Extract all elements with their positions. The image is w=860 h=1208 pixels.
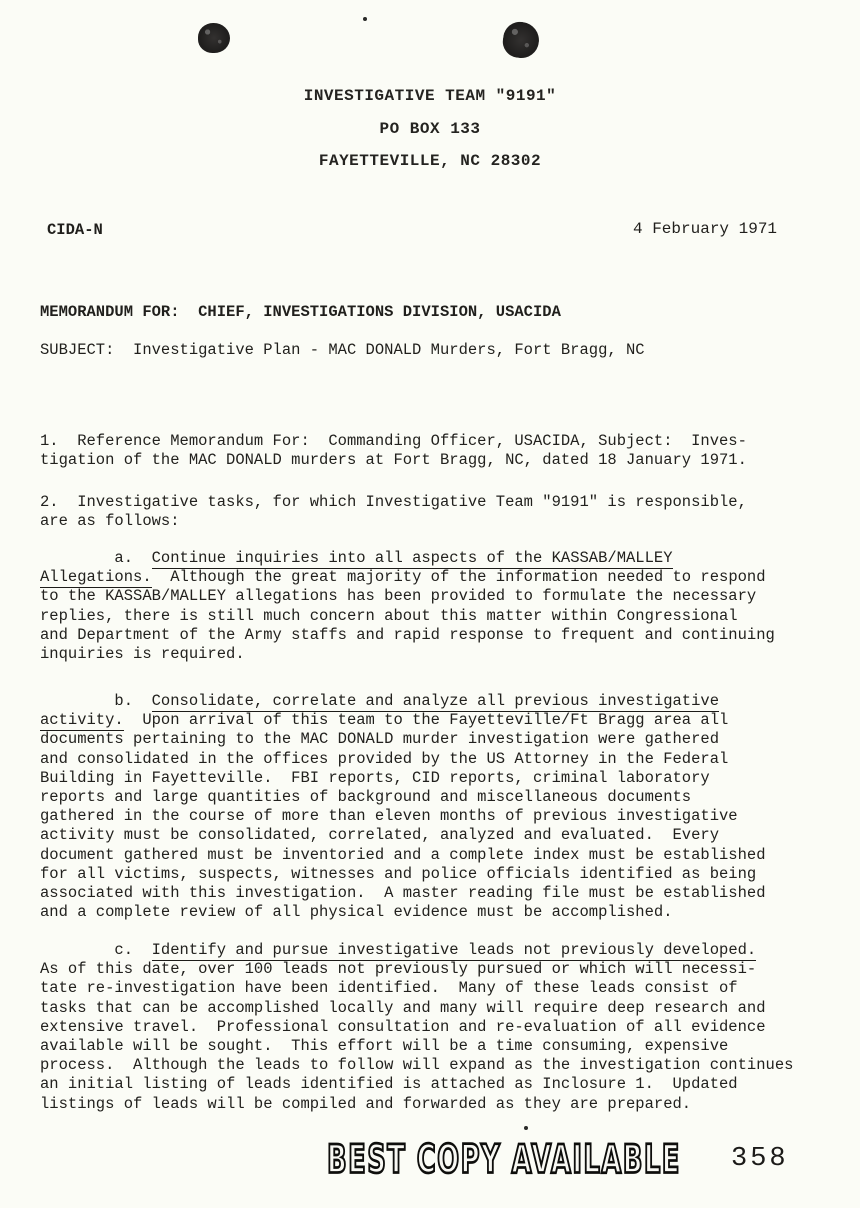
document-date: 4 February 1971 — [633, 220, 778, 238]
document-line: extensive travel. Professional consultation and re-evaluation of all evidence — [40, 1017, 766, 1036]
letterhead-city-state-zip: FAYETTEVILLE, NC 28302 — [318, 152, 542, 170]
document-line: activity must be consolidated, correlated, analyzed and evaluated. Every — [40, 826, 720, 845]
letterhead-po-box: PO BOX 133 — [379, 119, 481, 138]
document-line: documents pertaining to the MAC DONALD murder investigation were gathered — [40, 730, 720, 749]
document-line: and Department of the Army staffs and rapid response to frequent and continuing — [40, 625, 775, 644]
document-line: for all victims, suspects, witnesses and police officials identified as being — [40, 864, 757, 883]
page-number: 358 — [731, 1144, 789, 1174]
document-line: document gathered must be inventoried and a complete index must be established — [40, 845, 766, 864]
document-line: Building in Fayetteville. FBI reports, CID reports, criminal laboratory — [40, 768, 710, 787]
paragraph-2b — [40, 692, 840, 922]
best-copy-available-stamp: BEST COPY AVAILABLE — [327, 1136, 681, 1183]
paragraph-2c — [40, 941, 840, 1114]
paragraph-1 — [40, 432, 840, 470]
document-line: tasks that can be accomplished locally and many will require deep research and — [40, 998, 766, 1017]
document-line: Allegations. Although the great majority of the information needed to respond — [40, 568, 766, 587]
document-line: associated with this investigation. A master reading file must be established — [40, 884, 766, 903]
document-line: c. Identify and pursue investigative leads not previously developed. — [40, 941, 757, 959]
document-line: tate re-investigation have been identified. Many of these leads consist of — [40, 979, 738, 998]
document-line: listings of leads will be compiled and forwarded as they are prepared. — [40, 1094, 692, 1113]
document-line: and a complete review of all physical evidence must be accomplished. — [40, 903, 673, 922]
document-line: 1. Reference Memorandum For: Commanding Officer, USACIDA, Subject: Inves- — [40, 432, 747, 450]
document-line: 2. Investigative tasks, for which Investigative Team "9191" is responsible, — [40, 493, 747, 511]
document-line: an initial listing of leads identified is attached as Inclosure 1. Updated — [40, 1075, 738, 1094]
letterhead — [0, 80, 860, 178]
document-line: to the KASSAB/MALLEY allegations has been provided to formulate the necessary — [40, 587, 757, 606]
document-line: activity. Upon arrival of this team to the Fayetteville/Ft Bragg area all — [40, 711, 729, 730]
document-line: and consolidated in the offices provided by the US Attorney in the Federal — [40, 749, 729, 768]
document-line: b. Consolidate, correlate and analyze all previous investigative — [40, 692, 720, 710]
scan-speck — [524, 1126, 528, 1130]
subject-line: SUBJECT: Investigative Plan - MAC DONALD Murders, Fort Bragg, NC — [40, 341, 645, 359]
hole-punch-mark-left — [198, 23, 230, 53]
document-line: replies, there is still much concern about this matter within Congressional — [40, 606, 738, 625]
document-line: gathered in the course of more than eleven months of previous investigative — [40, 807, 738, 826]
paragraph-2 — [40, 493, 840, 531]
document-line: tigation of the MAC DONALD murders at Fort Bragg, NC, dated 18 January 1971. — [40, 451, 747, 470]
hole-punch-mark-right — [501, 20, 542, 61]
document-line: a. Continue inquiries into all aspects of the KASSAB/MALLEY — [40, 549, 673, 567]
document-line: As of this date, over 100 leads not previously pursued or which will necessi- — [40, 960, 757, 979]
letterhead-unit-name: INVESTIGATIVE TEAM "9191" — [303, 87, 557, 105]
document-line: available will be sought. This effort will be a time consuming, expensive — [40, 1037, 729, 1056]
memorandum-for-line: MEMORANDUM FOR: CHIEF, INVESTIGATIONS DIVISION, USACIDA — [40, 303, 561, 321]
document-line: are as follows: — [40, 512, 180, 531]
paragraph-2a — [40, 549, 840, 664]
office-symbol: CIDA-N — [47, 221, 103, 239]
document-line: process. Although the leads to follow will expand as the investigation continues — [40, 1056, 794, 1075]
document-line: inquiries is required. — [40, 645, 245, 664]
document-line: reports and large quantities of background and miscellaneous documents — [40, 788, 692, 807]
scan-speck — [363, 17, 367, 21]
